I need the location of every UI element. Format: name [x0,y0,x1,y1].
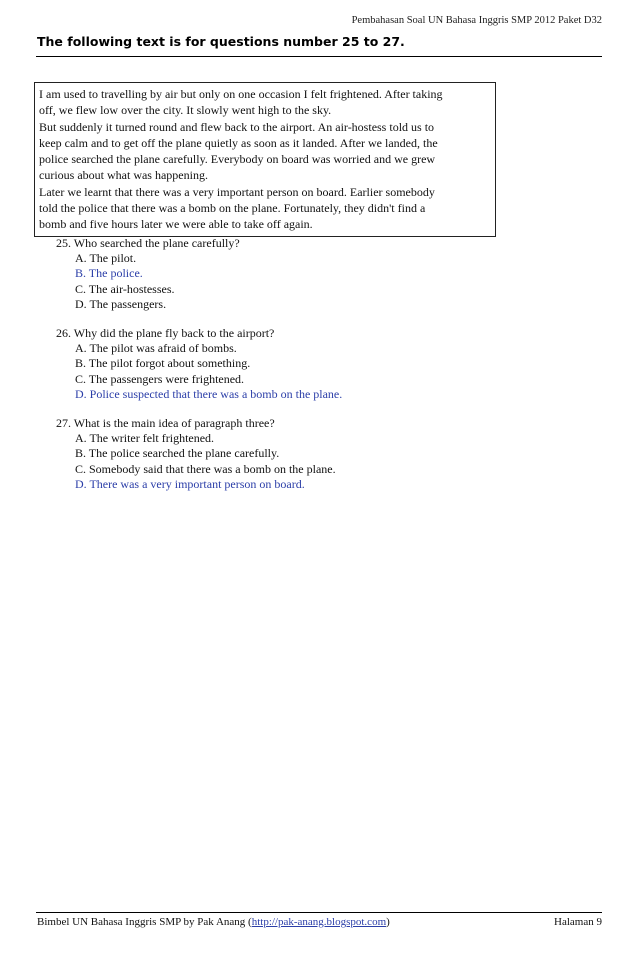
passage-line: keep calm and to get off the plane quietly as soon as it landed. After we landed, the [39,135,438,150]
footer-divider [36,912,602,913]
passage-line: bomb and five hours later we were able to take off again. [39,217,313,232]
option-list [56,341,342,402]
questions-intro: The following text is for questions number 25 to 27. [37,34,405,49]
question-list [56,236,342,506]
header-divider [36,56,602,57]
passage-line: told the police that there was a bomb on the plane. Fortunately, they didn't find a [39,201,426,216]
option-list [56,431,342,492]
option-a: A. The pilot. [75,251,137,266]
option-c: C. The passengers were frightened. [75,371,245,386]
option-d-answer: D. Police suspected that there was a bomb on the plane. [75,386,343,401]
passage-line: But suddenly it turned round and flew back to the airport. An air-hostess told us to [39,119,435,134]
passage-line: curious about what was happening. [39,168,208,183]
passage-line: I am used to travelling by air but only on one occasion I felt frightened. After taking [39,87,443,101]
passage-line: police searched the plane carefully. Everybody on board was worried and we grew [39,152,436,167]
question-text: 26. Why did the plane fly back to the airport? [56,326,275,341]
question-text: 25. Who searched the plane carefully? [56,236,240,250]
page-footer [37,916,602,928]
passage-line: Later we learnt that there was a very important person on board. Earlier somebody [39,184,435,199]
option-b-answer: B. The police. [75,266,143,281]
question-26 [56,326,342,402]
option-c: C. The air-hostesses. [75,281,175,296]
question-27 [56,416,342,492]
question-25 [56,236,342,312]
option-a: A. The writer felt frightened. [75,431,215,446]
footer-credit: Bimbel UN Bahasa Inggris SMP by Pak Anang ( [37,916,252,928]
page-header: Pembahasan Soal UN Bahasa Inggris SMP 2012 Paket D32 [351,15,602,26]
footer-credit-end: ) [386,916,390,928]
option-d-answer: D. There was a very important person on board. [75,476,305,491]
option-b: B. The police searched the plane carefully. [75,446,280,461]
question-text: 27. What is the main idea of paragraph three? [56,416,275,431]
blog-link[interactable]: http://pak-anang.blogspot.com [251,916,387,928]
page-number: Halaman 9 [554,916,602,928]
option-d: D. The passengers. [75,296,167,311]
option-list [56,251,342,312]
passage-line: off, we flew low over the city. It slowly went high to the sky. [39,103,332,118]
option-a: A. The pilot was afraid of bombs. [75,341,237,356]
reading-passage [34,82,496,237]
option-b: B. The pilot forgot about something. [75,356,251,371]
option-c: C. Somebody said that there was a bomb on the plane. [75,461,336,476]
